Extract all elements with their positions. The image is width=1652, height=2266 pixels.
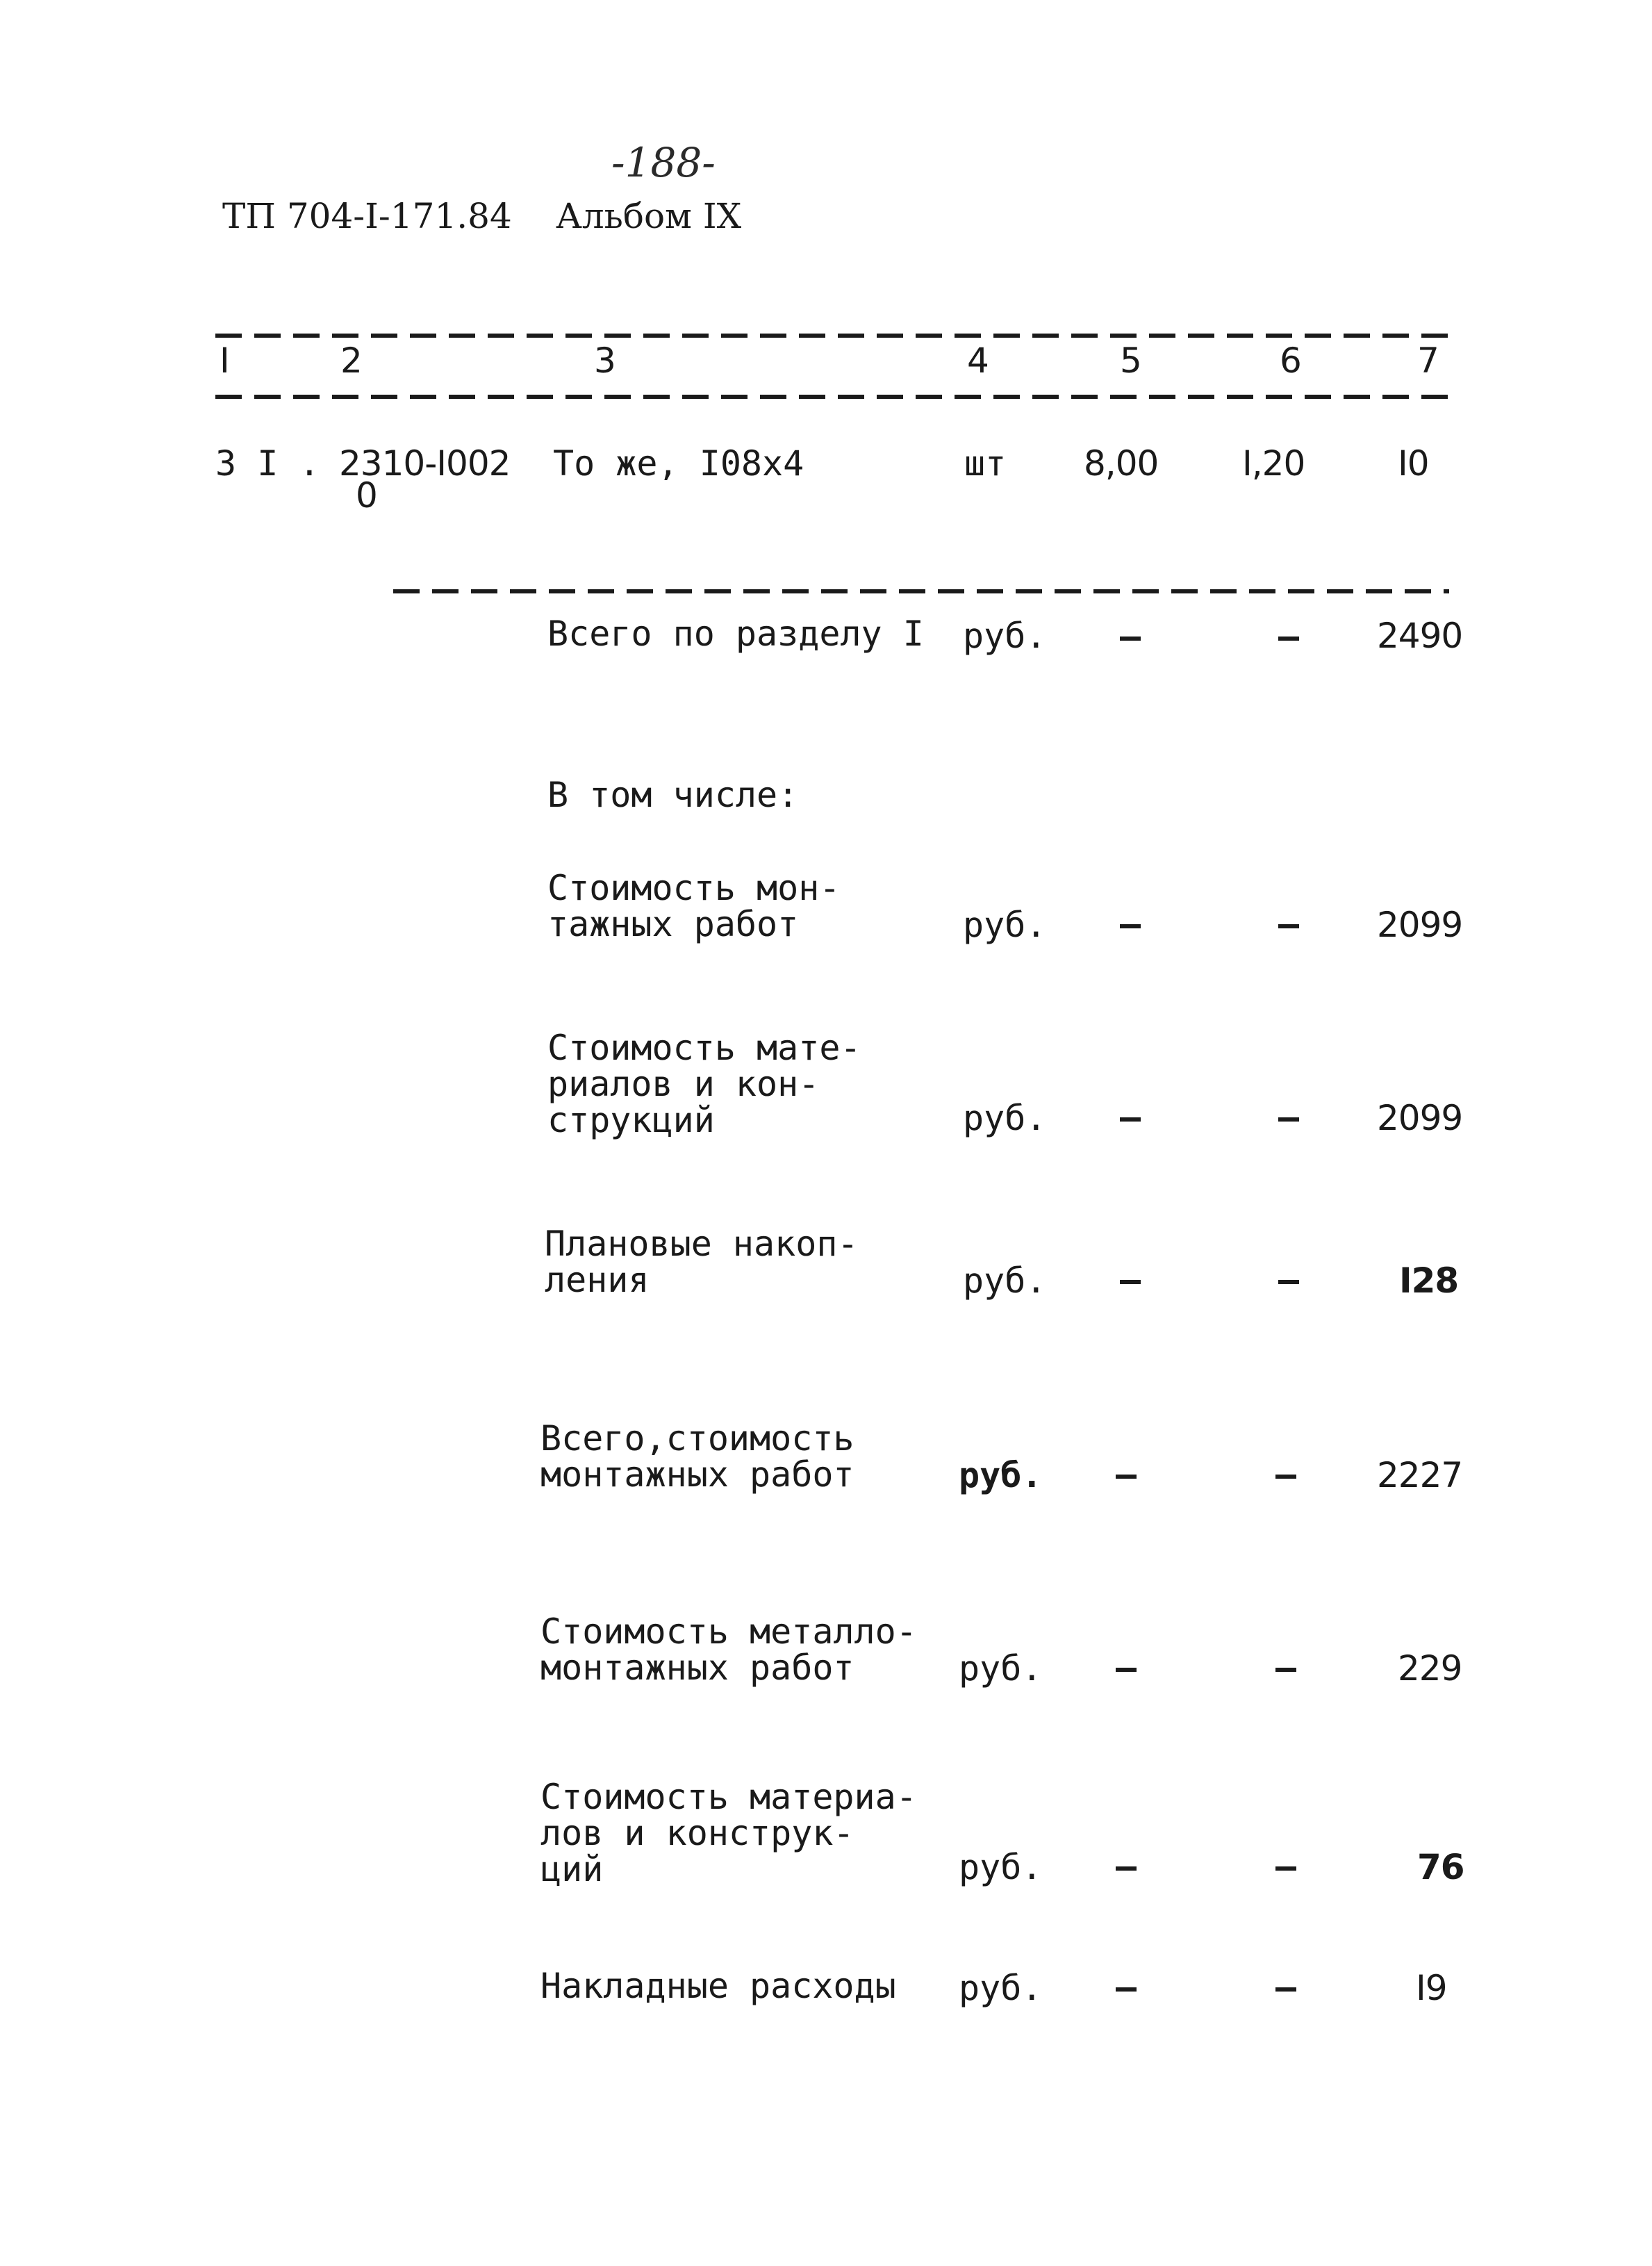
summary-col6-dash (1275, 1987, 1296, 1992)
summary-col5-dash (1116, 1987, 1137, 1992)
item-quantity: 8,00 (1084, 443, 1159, 484)
album-label: Альбом IX (556, 196, 742, 236)
summary-label: Стоимость мон- тажных работ (547, 868, 841, 944)
column-header-1: I (220, 340, 230, 381)
document-code: ТП 704-I-171.84 (222, 196, 512, 236)
item-position: 3 I . (215, 443, 320, 484)
column-header-7: 7 (1417, 340, 1439, 381)
summary-col5-dash (1120, 924, 1141, 928)
column-header-2: 2 (340, 340, 363, 381)
summary-col6-dash (1275, 1866, 1296, 1871)
item-code-sub: 0 (356, 475, 377, 516)
summary-value: I9 (1416, 1968, 1447, 2008)
summary-value: 2099 (1377, 1098, 1463, 1138)
item-unit: шт (964, 443, 1007, 484)
summary-col6-dash (1278, 924, 1299, 928)
table-top-rule (215, 334, 1459, 338)
including-label: В том числе: (547, 775, 799, 815)
summary-col5-dash (1116, 1668, 1137, 1672)
item-code: 2310-I002 (339, 443, 511, 484)
summary-col5-dash (1120, 1280, 1141, 1284)
column-header-3: 3 (594, 340, 616, 381)
column-header-6: 6 (1280, 340, 1302, 381)
summary-label: Всего,стоимость монтажных работ (540, 1418, 854, 1495)
column-header-5: 5 (1120, 340, 1142, 381)
summary-label: Стоимость мате- риалов и кон- струкций (547, 1028, 861, 1140)
summary-value: 2227 (1377, 1455, 1463, 1495)
summary-unit: руб. (963, 905, 1047, 945)
summary-label: Накладные расходы (540, 1966, 896, 2006)
column-header-4: 4 (967, 340, 989, 381)
summary-col6-dash (1275, 1475, 1296, 1479)
summary-col6-dash (1278, 637, 1299, 641)
summary-col5-dash (1116, 1475, 1137, 1479)
summary-col6-dash (1275, 1668, 1296, 1672)
summary-value: 2490 (1377, 616, 1463, 656)
summary-col5-dash (1120, 1117, 1141, 1122)
summary-rule (393, 589, 1449, 593)
summary-col5-dash (1120, 637, 1141, 641)
summary-value: I28 (1399, 1261, 1459, 1301)
summary-value: 76 (1417, 1847, 1464, 1887)
summary-value: 229 (1398, 1648, 1462, 1689)
summary-col5-dash (1116, 1866, 1137, 1871)
summary-unit: руб. (959, 1968, 1043, 2008)
table-header-rule (215, 395, 1459, 399)
summary-label: Плановые накоп- ления (545, 1224, 859, 1300)
summary-unit: руб. (963, 1098, 1047, 1138)
summary-label: Стоимость материа- лов и конструк- ций (540, 1777, 917, 1889)
summary-label: Всего по разделу I (547, 614, 924, 654)
summary-unit: руб. (963, 616, 1047, 656)
summary-label: Стоимость металло- монтажных работ (540, 1611, 917, 1688)
summary-unit: руб. (959, 1455, 1043, 1495)
item-total: I0 (1398, 443, 1429, 484)
summary-col6-dash (1278, 1117, 1299, 1122)
summary-unit: руб. (959, 1648, 1043, 1689)
summary-col6-dash (1278, 1280, 1299, 1284)
summary-unit: руб. (959, 1847, 1043, 1887)
summary-value: 2099 (1377, 905, 1463, 945)
item-unit-price: I,20 (1242, 443, 1305, 484)
summary-unit: руб. (963, 1261, 1047, 1301)
page-number: -188- (611, 139, 716, 186)
item-name: То же, I08x4 (553, 443, 804, 484)
